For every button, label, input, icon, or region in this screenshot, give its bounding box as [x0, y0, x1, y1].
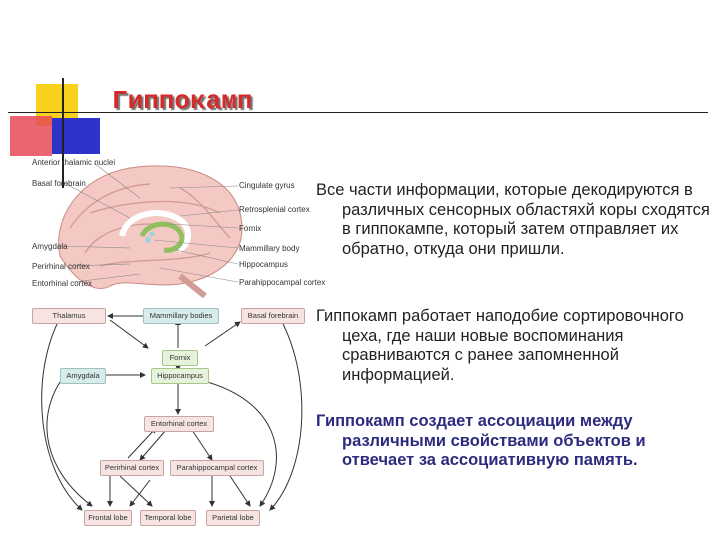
node-parietal-lobe: Parietal lobe: [206, 510, 260, 526]
node-amygdala: Amygdala: [60, 368, 106, 384]
decor-red-square: [10, 116, 52, 156]
node-entorhinal: Entorhinal cortex: [144, 416, 214, 432]
paragraph-1: [316, 181, 712, 259]
node-mammillary-bodies: Mammillary bodies: [143, 308, 219, 324]
label-mammillary: Mammillary body: [239, 244, 300, 253]
node-frontal-lobe: Frontal lobe: [84, 510, 132, 526]
label-anterior-thalamic: Anterior thalamic nuclei: [32, 158, 116, 167]
paragraph-3-text: Гиппокамп создает ассоциации между различными свойствами объектов и отвечает за ассоциативную память.: [316, 412, 646, 469]
paragraph-2: [316, 307, 712, 385]
decor-blue-square: [52, 118, 100, 154]
paragraph-1-text: Все части информации, которые декодируются в различных сенсорных областяхй коры сходятся в гиппокампе, который затем отправляет их обратно, откуда они пришли.: [316, 181, 710, 258]
node-fornix: Fornix: [162, 350, 198, 366]
label-hippocampus: Hippocampus: [239, 260, 288, 269]
node-hippocampus: Hippocampus: [151, 368, 209, 384]
slide-title: Гиппокамп: [112, 86, 253, 116]
node-perirhinal: Perirhinal cortex: [100, 460, 164, 476]
label-basal-forebrain: Basal forebrain: [32, 179, 86, 188]
node-parahippocampal: Parahippocampal cortex: [170, 460, 264, 476]
paragraph-2-text: Гиппокамп работает наподобие сортировочного цеха, где наши новые воспоминания сравниваются с ранее запомненной информацией.: [316, 307, 684, 384]
label-entorhinal: Entorhinal cortex: [32, 279, 93, 288]
label-perirhinal: Perirhinal cortex: [32, 262, 90, 271]
node-thalamus: Thalamus: [32, 308, 106, 324]
brain-figure: [30, 158, 326, 298]
label-fornix: Fornix: [239, 224, 262, 233]
node-basal-forebrain: Basal forebrain: [241, 308, 305, 324]
hippocampus-connection-diagram: [30, 300, 310, 532]
label-cingulate: Cingulate gyrus: [239, 181, 295, 190]
paragraph-3: [316, 412, 712, 471]
node-temporal-lobe: Temporal lobe: [140, 510, 196, 526]
label-amygdala: Amygdala: [32, 242, 68, 251]
label-retrosplenial: Retrosplenial cortex: [239, 205, 310, 214]
label-parahippocampal: Parahippocampal cortex: [239, 278, 326, 287]
